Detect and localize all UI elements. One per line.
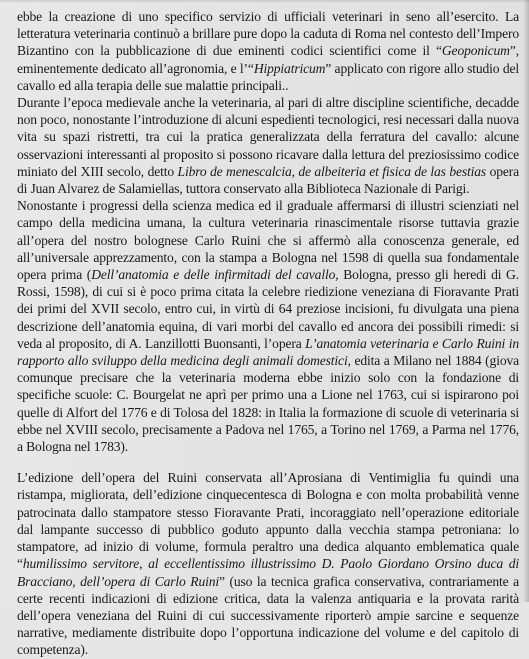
text-run: , Bologna, presso gli heredi di G. Rossi, 1598), di cui si è poco prima citata la celebre riedizione veneziana di Fioravante Prati dei primi del XVII secolo, entro cui, in virtù di 64 preziose incisioni, fu divulgata una piena descrizione dell’anatomia equina, di vari morbi del cavallo ed ancora dei possibili rimedi: si veda al proposito, di A. Lanzillotti Buonsanti, l’opera [17,267,519,351]
paragraph-spacer [17,455,519,469]
text-run: , edita a Milano nel 1884 (giova comunque precisare che la veterinaria moderna ebbe inizio solo con la fondazione di specifiche scuole: C. Bourgelat ne aprì per primo una a Lione nel 1763, cui si ispirarono poi quelle di Alfort del 1776 e di Tolosa del 1828: in Italia la formazione di scuole di veterinaria si ebbe nel XVIII secolo, precisamente a Padova nel 1765, a Torino nel 1769, a Parma nel 1776, a Bologna nel 1783). [17,353,519,455]
text-run: ebbe la creazione di uno specifico servizio di ufficiali veterinari in seno all’esercito. La letteratura veterinaria continuò a brillare pure dopo la caduta di Roma nel contesto dell’Impero Bizantino con la pubblicazione di due eminenti codici scientifici come il “ [17,9,519,59]
page-top-shadow [0,0,529,3]
italic-title: Geoponicum [441,43,510,59]
paragraph [17,94,519,197]
text-run: L’edizione dell’opera del Ruini conservata all’Aprosiana di Ventimiglia fu quindi una ristampa, migliorata, dell’edizione cinquecentesca di Bologna e con molta probabilità venne patrocinata dallo stampatore stesso Fioravante Prati, incoraggiato nell’operazione editoriale dal lampante successo di pubblico goduto appunto dalla vecchia stampa petroniana: lo stampatore, ad inizio di volume, formula peraltro una dedica alquanto emblematica quale “ [17,470,519,572]
italic-title: Dell’anatomia e delle infirmitadi del cavallo [91,267,336,283]
paragraph [17,197,519,455]
body-text [17,8,519,659]
italic-title: Libro de menescalcia, de albeiteria et fisica de las bestias [177,163,487,179]
paragraph [17,8,519,94]
text-run: ” applicato con rigore allo studio del cavallo ed alla terapia delle sue malattie principali.. [17,60,520,93]
italic-title: Hippiatricum [253,60,326,76]
page-edge-shadow [523,0,529,602]
text-run: ” (uso la tecnica grafica conservativa, contrariamente a certe recenti indicazioni di edizione critica, data la valenza antiquaria e la provata rarità dell’opera veneziana del Ruini di cui successivamente riporterò ampie sarcine e sequenze narrative, mediamente distribuite dopo l’opportuna indicazione del volume e del capitolo di competenza). [17,573,519,658]
text-run: opera di Juan Alvarez de Salamiellas, tuttora conservato alla Biblioteca Nazionale di Parigi. [17,163,520,197]
italic-title: L’anatomia veterinaria e Carlo Ruini in rapporto allo sviluppo della medicina degli animali domestici [17,335,519,369]
text-run: Nonostante i progressi della scienza medica ed il graduale affermarsi di illustri scienziati nel campo della medicina umana, la cultura veterinaria rinascimentale risorse tuttavia grazie all’opera del nostro bolognese Carlo Ruini che si affermò alla conoscenza generale, ed all’universale apprezzamento, con la stampa a Bologna nel 1598 di quella sua fondamentale opera prima ( [17,198,519,283]
text-run: Durante l’epoca medievale anche la veterinaria, al pari di altre discipline scientifiche, decadde non poco, nonostante l’introduzione di alcuni espedienti tecnologici, resi necessari dalla nuova vita su spazi ristretti, tra cui la pratica generalizzata della ferratura del cavallo: alcune osservazioni interessanti al proposito si possono ricavare dalla lettura del preziosissimo codice miniato del XIII secolo, detto [17,95,519,179]
italic-quote: humilissimo servitore, al eccellentissimo illustrissimo D. Paolo Giordano Orsino duca di Bracciano, dell’opera di Carlo Ruini [17,556,519,589]
text-run: ”, eminentemente dedicato all’agronomia, e l’“ [17,43,519,76]
paragraph [17,469,519,658]
